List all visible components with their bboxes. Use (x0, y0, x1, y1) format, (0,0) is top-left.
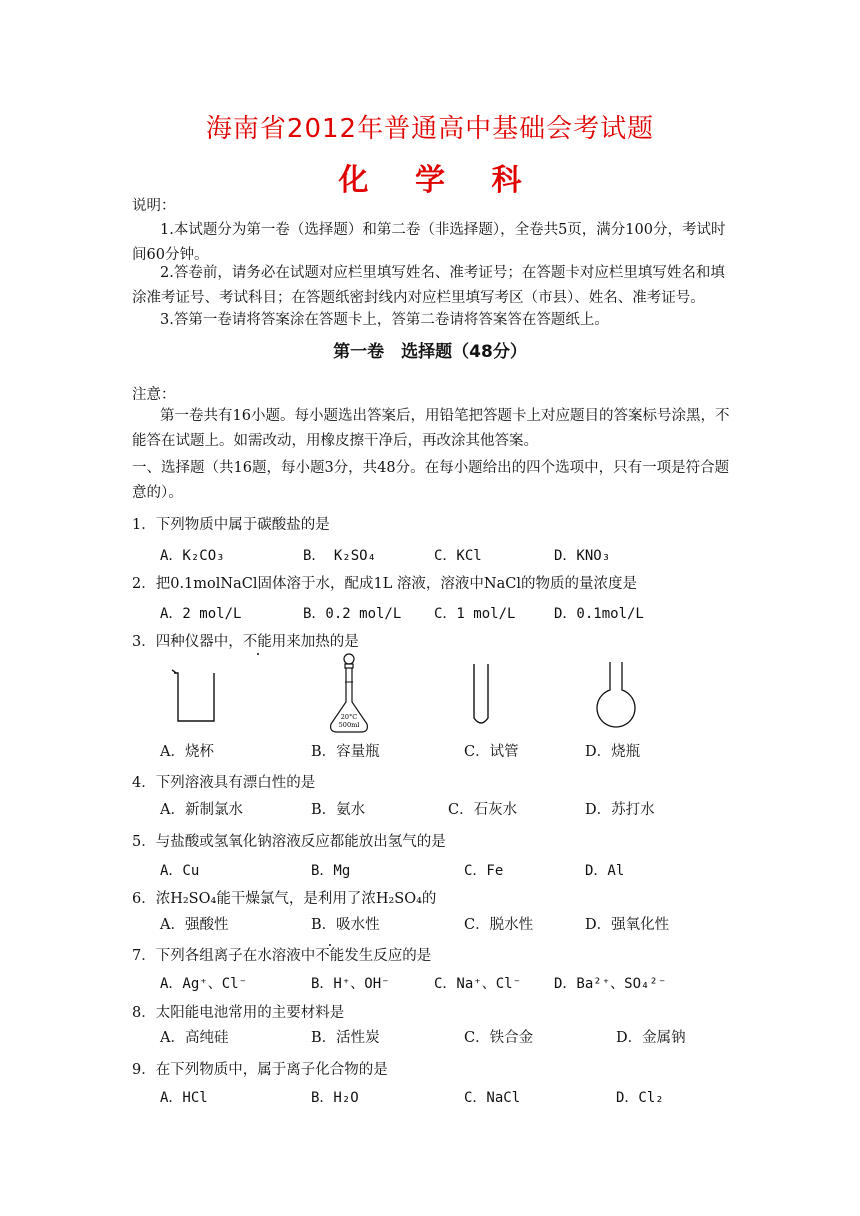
option: B．H₂O (311, 1090, 359, 1106)
question-stem (132, 944, 431, 965)
option: D．烧瓶 (585, 744, 641, 760)
option: D．Cl₂ (616, 1090, 664, 1106)
option: B．吸水性 (311, 917, 380, 933)
option: D．0.1mol/L (554, 606, 644, 622)
option: D．苏打水 (585, 802, 655, 818)
option: A．新制氯水 (160, 802, 243, 818)
option: C．试管 (464, 744, 519, 760)
stem-post: 用来加热的是 (271, 634, 359, 650)
exam-title: 海南省2012年普通高中基础会考试题 (205, 114, 655, 144)
option: D．Al (585, 863, 625, 879)
emphasis-text: 不能 (315, 948, 345, 964)
option: A．Cu (160, 863, 200, 879)
emphasis-text: 不能 (242, 634, 272, 650)
question-stem: 6．浓H₂SO₄能干燥氯气，是利用了浓H₂SO₄的 (132, 891, 437, 907)
option: A．烧杯 (160, 744, 214, 760)
option: B．氨水 (311, 802, 366, 818)
part-heading: 一、选择题（共16题，每小题3分，共48分。在每小题给出的四个选项中，只有一项是符合题意的）。 (132, 460, 730, 501)
question-stem: 2．把0.1molNaCl固体溶于水，配成1L 溶液，溶液中NaCl的物质的量浓度是 (132, 576, 637, 592)
stem-pre: 3．四种仪器中， (132, 634, 243, 650)
note-text: 第一卷共有16小题。每小题选出答案后，用铅笔把答题卡上对应题目的答案标号涂黑，不能答在试题上。如需改动，用橡皮擦干净后，再改涂其他答案。 (132, 408, 730, 449)
section-title: 第一卷 选择题（48分） (333, 342, 527, 362)
question-stem: 5．与盐酸或氢氧化钠溶液反应都能放出氢气的是 (132, 834, 446, 850)
option: C．脱水性 (464, 917, 534, 933)
option: D．Ba²⁺、SO₄²⁻ (554, 976, 667, 992)
test-tube-icon (470, 662, 492, 728)
option: C．Na⁺、Cl⁻ (434, 976, 522, 992)
option: A．HCl (160, 1090, 208, 1106)
option: D．KNO₃ (554, 548, 611, 564)
subject-char: 科 (491, 163, 522, 198)
option: C．KCl (434, 548, 482, 564)
option: B． K₂SO₄ (303, 548, 377, 564)
note-heading: 注意： (132, 387, 176, 403)
option: A．Ag⁺、Cl⁻ (160, 976, 248, 992)
flask-label: 500ml (338, 721, 360, 729)
option: D．强氧化性 (585, 917, 670, 933)
option: C．1 mol/L (434, 606, 516, 622)
option: A．K₂CO₃ (160, 548, 225, 564)
option: A．高纯硅 (160, 1030, 229, 1046)
option: C．铁合金 (464, 1030, 534, 1046)
volumetric-flask-icon (325, 652, 373, 736)
option: B．容量瓶 (311, 744, 380, 760)
instructions-heading: 说明： (132, 198, 176, 214)
beaker-icon (168, 665, 224, 727)
option: B．活性炭 (311, 1030, 380, 1046)
option: D．金属钠 (616, 1030, 686, 1046)
instruction-item: 3.答第一卷请将答案涂在答题卡上，答第二卷请将答案答在答题纸上。 (160, 312, 609, 328)
subject-char: 化 (338, 163, 369, 198)
instruction-item: 2.答卷前，请务必在试题对应栏里填写姓名、准考证号；在答题卡对应栏里填写姓名和填涂准考证号、考试科目；在答题纸密封线内对应栏里填写考区（市县）、姓名、准考证号。 (132, 265, 725, 306)
stem-post: 发生反应的是 (344, 948, 432, 964)
option: C．NaCl (464, 1090, 521, 1106)
option: B．H⁺、OH⁻ (311, 976, 390, 992)
subject-char: 学 (415, 163, 445, 198)
round-flask-icon (592, 660, 640, 730)
option: B．0.2 mol/L (303, 606, 402, 622)
stem-pre: 7．下列各组离子在水溶液中 (132, 948, 316, 964)
option: A．强酸性 (160, 917, 229, 933)
question-stem: 4．下列溶液具有漂白性的是 (132, 775, 316, 791)
flask-label: 20°C (340, 713, 358, 721)
option: A．2 mol/L (160, 606, 242, 622)
subject-title (0, 155, 860, 199)
question-stem: 9．在下列物质中，属于离子化合物的是 (132, 1062, 388, 1078)
question-stem: 8．太阳能电池常用的主要材料是 (132, 1005, 345, 1021)
question-stem (132, 630, 359, 651)
question-stem: 1．下列物质中属于碳酸盐的是 (132, 517, 330, 533)
option: C．Fe (464, 863, 504, 879)
option: B．Mg (311, 863, 351, 879)
option: C．石灰水 (448, 802, 518, 818)
instruction-item: 1.本试题分为第一卷（选择题）和第二卷（非选择题），全卷共5页，满分100分，考试时间60分钟。 (132, 222, 726, 263)
